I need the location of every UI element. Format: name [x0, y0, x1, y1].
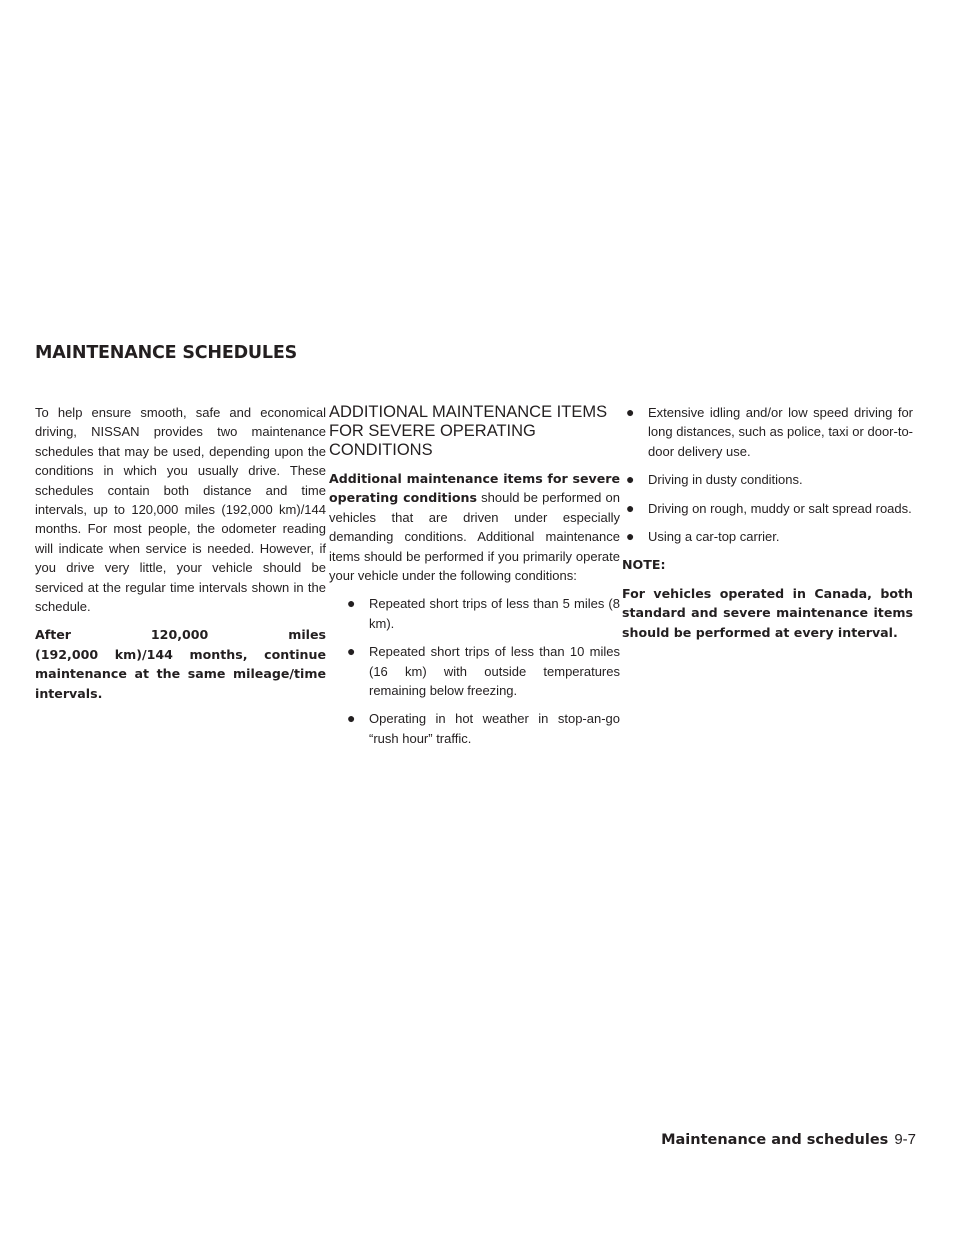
bullet-icon: ●	[347, 595, 356, 612]
list-item-text: Repeated short trips of less than 5 miles (8 km).	[369, 596, 620, 631]
intro-paragraph: To help ensure smooth, safe and economical driving, NISSAN provides two maintenance schedules that may be used, depending upon the conditions in which you usually drive. These schedules contain both distance and time intervals, up to 120,000 miles (192,000 km)/144 months. For most people, the odometer reading will indicate when service is needed. However, if you drive very little, your vehicle should be serviced at the regular time intervals shown in the schedule.	[35, 405, 326, 615]
list-item	[622, 403, 913, 461]
subsection-heading: ADDITIONAL MAINTENANCE ITEMS FOR SEVERE OPERATING CONDITIONS	[329, 403, 608, 459]
after-interval-line1: After 120,000 miles	[35, 627, 326, 643]
page-number: 9-7	[894, 1131, 916, 1148]
note-text: For vehicles operated in Canada, both standard and severe maintenance items should be performed at every interval.	[622, 585, 913, 640]
severe-lead-text: should be performed on vehicles that are driven under especially demanding conditions. Additional maintenance items should be performed if you primarily operate your vehicle under the following conditions:	[329, 490, 620, 584]
note-label: NOTE:	[622, 557, 666, 573]
after-interval-note	[35, 625, 326, 703]
column-2	[329, 403, 620, 757]
list-item	[343, 594, 620, 633]
list-item	[622, 470, 913, 489]
footer-chapter-title: Maintenance and schedules	[661, 1132, 889, 1148]
severe-lead-bold: Additional maintenance items for severe operating conditions	[329, 471, 620, 506]
list-item-text: Repeated short trips of less than 10 miles (16 km) with outside temperatures remaining below freezing.	[369, 644, 620, 699]
list-item	[622, 527, 913, 546]
list-item-text: Extensive idling and/or low speed driving for long distances, such as police, taxi or door-to-door delivery use.	[648, 405, 913, 459]
severe-lead-paragraph	[329, 469, 620, 585]
bullet-icon: ●	[626, 528, 635, 545]
column-1	[35, 403, 326, 703]
list-item-text: Driving in dusty conditions.	[648, 472, 803, 488]
list-item-text: Operating in hot weather in stop-an-go “rush hour” traffic.	[369, 711, 620, 746]
list-item	[343, 709, 620, 748]
bullet-icon: ●	[626, 499, 635, 516]
bullet-icon: ●	[347, 643, 356, 660]
severe-conditions-list-1	[329, 594, 620, 748]
after-interval-rest: (192,000 km)/144 months, continue maintenance at the same mileage/time intervals.	[35, 646, 326, 701]
column-3	[622, 403, 913, 651]
list-item-text: Using a car-top carrier.	[648, 529, 780, 545]
list-item	[343, 642, 620, 700]
bullet-icon: ●	[626, 404, 635, 420]
severe-conditions-list-2	[622, 403, 913, 546]
bullet-icon: ●	[626, 471, 635, 488]
bullet-icon: ●	[347, 710, 356, 727]
section-title: MAINTENANCE SCHEDULES	[35, 343, 298, 363]
page-footer	[661, 1131, 916, 1148]
list-item-text: Driving on rough, muddy or salt spread roads.	[648, 500, 912, 516]
list-item	[622, 499, 913, 518]
